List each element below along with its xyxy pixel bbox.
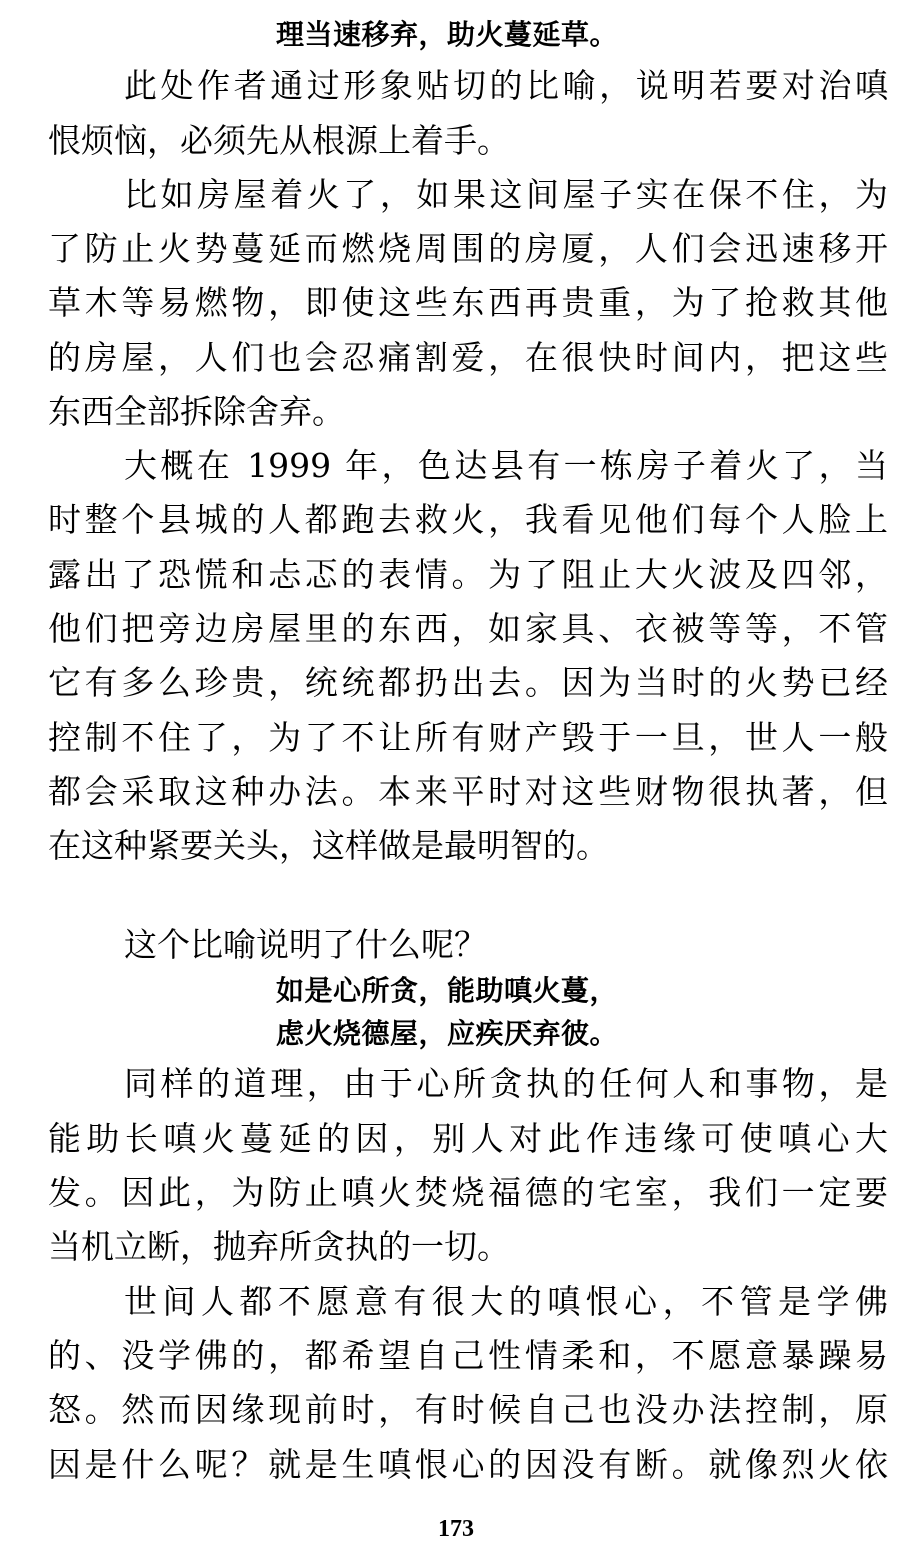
paragraph-line: 的、没学佛的，都希望自己性情柔和，不愿意暴躁易 <box>48 1336 888 1375</box>
paragraph-line: 大概在 1999 年，色达县有一栋房子着火了，当 <box>124 446 888 485</box>
paragraph-line: 当机立断，抛弃所贪执的一切。 <box>48 1227 510 1266</box>
verse-line: 如是心所贪，能助嗔火蔓， <box>276 974 619 1007</box>
paragraph-line: 时整个县城的人都跑去救火，我看见他们每个人脸上 <box>48 500 888 539</box>
verse-line-top: 理当速移弃，助火蔓延草。 <box>276 18 619 51</box>
paragraph-line: 同样的道理，由于心所贪执的任何人和事物，是 <box>124 1064 888 1103</box>
paragraph-line: 草木等易燃物，即使这些东西再贵重，为了抢救其他 <box>48 283 888 322</box>
paragraph-line: 世间人都不愿意有很大的嗔恨心，不管是学佛 <box>124 1282 888 1321</box>
paragraph-line: 控制不住了，为了不让所有财产毁于一旦，世人一般 <box>48 718 888 757</box>
paragraph-line: 东西全部拆除舍弃。 <box>48 392 345 431</box>
paragraph-line: 此处作者通过形象贴切的比喻，说明若要对治嗔 <box>124 66 888 105</box>
paragraph-line: 它有多么珍贵，统统都扔出去。因为当时的火势已经 <box>48 663 888 702</box>
verse-line: 虑火烧德屋，应疾厌弃彼。 <box>276 1017 619 1050</box>
paragraph-line: 他们把旁边房屋里的东西，如家具、衣被等等，不管 <box>48 609 888 648</box>
paragraph-line: 比如房屋着火了，如果这间屋子实在保不住，为 <box>124 175 888 214</box>
paragraph-line: 恨烦恼，必须先从根源上着手。 <box>48 121 510 160</box>
paragraph-line: 的房屋，人们也会忍痛割爱，在很快时间内，把这些 <box>48 338 888 377</box>
paragraph-line: 因是什么呢？就是生嗔恨心的因没有断。就像烈火依 <box>48 1445 888 1484</box>
page-number: 173 <box>438 1516 474 1542</box>
paragraph-line: 这个比喻说明了什么呢？ <box>124 925 487 964</box>
paragraph-line: 怒。然而因缘现前时，有时候自己也没办法控制，原 <box>48 1390 888 1429</box>
paragraph-line: 了防止火势蔓延而燃烧周围的房厦，人们会迅速移开 <box>48 229 888 268</box>
paragraph-line: 在这种紧要关头，这样做是最明智的。 <box>48 826 609 865</box>
paragraph-line: 都会采取这种办法。本来平时对这些财物很执著，但 <box>48 772 888 811</box>
paragraph-line: 发。因此，为防止嗔火焚烧福德的宅室，我们一定要 <box>48 1173 888 1212</box>
paragraph-line: 能助长嗔火蔓延的因，别人对此作违缘可使嗔心大 <box>48 1119 888 1158</box>
paragraph-line: 露出了恐慌和忐忑的表情。为了阻止大火波及四邻， <box>48 555 888 594</box>
